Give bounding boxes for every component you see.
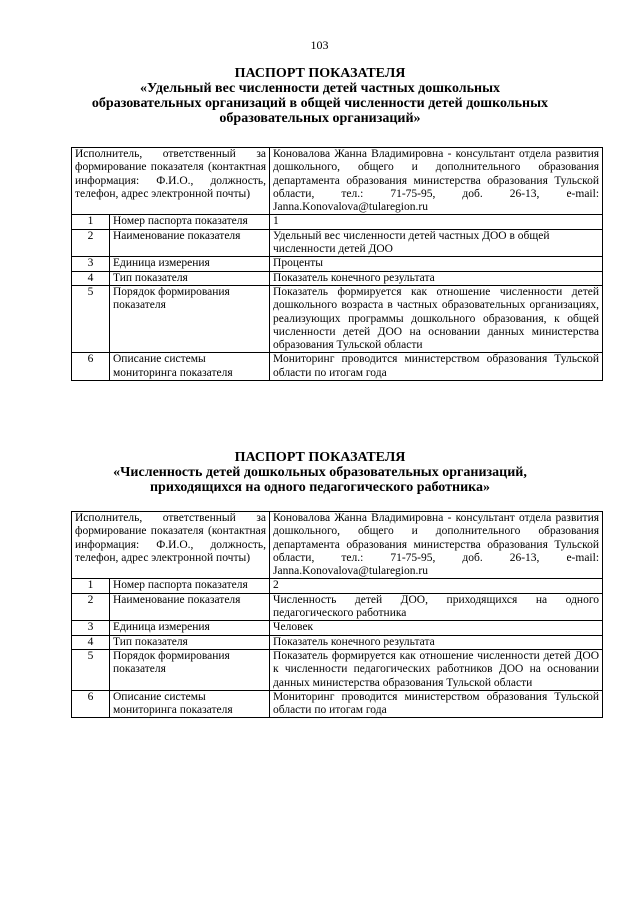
row-number: 4 [72, 635, 110, 649]
row-label: Тип показателя [110, 635, 270, 649]
row-number: 5 [72, 649, 110, 690]
row-label: Номер паспорта показателя [110, 579, 270, 593]
row-value: Мониторинг проводится министерством образования Тульской области по итогам года [270, 353, 603, 381]
row-label: Порядок формирования показателя [110, 649, 270, 690]
row-value: Показатель конечного результата [270, 635, 603, 649]
row-number: 4 [72, 271, 110, 285]
row-label: Тип показателя [110, 271, 270, 285]
row-label: Описание системы мониторинга показателя [110, 353, 270, 381]
row-number: 2 [72, 593, 110, 621]
passport-1-title: ПАСПОРТ ПОКАЗАТЕЛЯ [234, 66, 406, 81]
passport-2-executor-row [72, 512, 603, 579]
row-label: Единица измерения [110, 621, 270, 635]
passport-1-table [71, 147, 603, 381]
row-number: 3 [72, 257, 110, 271]
executor-value: Коновалова Жанна Владимировна - консультант отдела развития дошкольного, общего и дополнительного образования департамента образования министерства образования Тульской области, тел.: 71-75-95, доб. 26-13, e-mail: Janna.Konovalova@tularegion.ru [270, 512, 603, 579]
table-row [72, 257, 603, 271]
passport-2-subtitle-line-1: «Численность детей дошкольных образовательных организаций, [113, 465, 527, 480]
row-value: 1 [270, 215, 603, 229]
passport-1-heading [60, 66, 580, 126]
row-label: Наименование показателя [110, 593, 270, 621]
row-value: Проценты [270, 257, 603, 271]
row-number: 1 [72, 579, 110, 593]
row-value: Удельный вес численности детей частных ДОО в общей численности детей ДОО [270, 229, 603, 257]
table-row [72, 690, 603, 718]
row-value: Показатель конечного результата [270, 271, 603, 285]
passport-2-title: ПАСПОРТ ПОКАЗАТЕЛЯ [234, 450, 406, 465]
passport-1-subtitle-line-1: «Удельный вес численности детей частных дошкольных [139, 81, 501, 96]
table-row [72, 353, 603, 381]
row-number: 1 [72, 215, 110, 229]
row-number: 3 [72, 621, 110, 635]
passport-2-subtitle-line-2: приходящихся на одного педагогического работника» [149, 480, 490, 495]
row-value: Человек [270, 621, 603, 635]
row-label: Единица измерения [110, 257, 270, 271]
passport-1-subtitle-line-2: образовательных организаций в общей численности детей дошкольных [91, 96, 549, 111]
executor-label: Исполнитель, ответственный за формирование показателя (контактная информация: Ф.И.О., должность, телефон, адрес электронной почты) [72, 148, 270, 215]
table-row [72, 271, 603, 285]
row-label: Номер паспорта показателя [110, 215, 270, 229]
row-number: 6 [72, 353, 110, 381]
row-number: 2 [72, 229, 110, 257]
executor-label: Исполнитель, ответственный за формирование показателя (контактная информация: Ф.И.О., должность, телефон, адрес электронной почты) [72, 512, 270, 579]
row-label: Порядок формирования показателя [110, 285, 270, 352]
row-number: 6 [72, 690, 110, 718]
page-number: 103 [310, 38, 329, 52]
table-row [72, 635, 603, 649]
passport-2-table [71, 511, 603, 718]
table-row [72, 621, 603, 635]
table-row [72, 579, 603, 593]
row-label: Описание системы мониторинга показателя [110, 690, 270, 718]
row-value: Численность детей ДОО, приходящихся на одного педагогического работника [270, 593, 603, 621]
passport-1-executor-row [72, 148, 603, 215]
passport-2-heading [60, 450, 580, 495]
row-value: Мониторинг проводится министерством образования Тульской области по итогам года [270, 690, 603, 718]
passport-1-subtitle-line-3: образовательных организаций» [219, 111, 421, 126]
table-row [72, 229, 603, 257]
row-value: Показатель формируется как отношение численности детей ДОО к численности педагогических работников ДОО на основании данных министерства образования Тульской области [270, 649, 603, 690]
row-number: 5 [72, 285, 110, 352]
row-value: 2 [270, 579, 603, 593]
executor-value: Коновалова Жанна Владимировна - консультант отдела развития дошкольного, общего и дополнительного образования департамента образования министерства образования Тульской области, тел.: 71-75-95, доб. 26-13, e-mail: Janna.Konovalova@tularegion.ru [270, 148, 603, 215]
table-row [72, 215, 603, 229]
table-row [72, 593, 603, 621]
table-row [72, 649, 603, 690]
row-value: Показатель формируется как отношение численности детей дошкольного возраста в частных образовательных организациях, реализующих программы дошкольного образования, к общей численности детей ДОО на основании данных министерства образования Тульской области [270, 285, 603, 352]
row-label: Наименование показателя [110, 229, 270, 257]
table-row [72, 285, 603, 352]
